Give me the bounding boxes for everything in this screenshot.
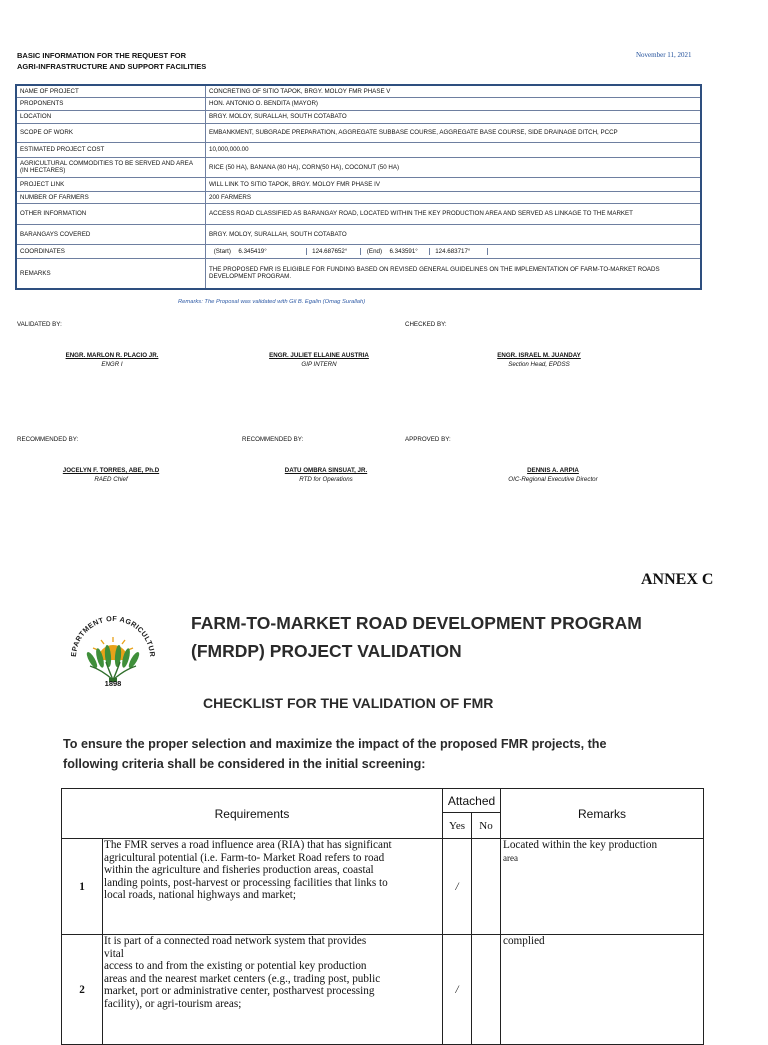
coordinates-value — [206, 244, 702, 258]
program-title — [191, 609, 642, 665]
requirement-text — [103, 935, 443, 1045]
intro-paragraph — [63, 734, 703, 774]
signatory-position: Section Head, EPDSS — [508, 361, 570, 368]
info-value: RICE (50 HA), BANANA (80 HA), CORN(50 HA), COCONUT (50 HA) — [206, 157, 702, 177]
info-value: EMBANKMENT, SUBGRADE PREPARATION, AGGREGATE SUBBASE COURSE, AGGREGATE BASE COURSE, SIDE DRAINAGE DITCH, PCCP — [206, 123, 702, 142]
info-label: NAME OF PROJECT — [16, 85, 206, 97]
signatory-name: ENGR. MARLON R. PLACIO JR. — [65, 352, 159, 359]
checklist-title: CHECKLIST FOR THE VALIDATION OF FMR — [203, 695, 494, 711]
yes-mark: / — [443, 935, 472, 1045]
remarks-cell — [501, 839, 704, 935]
row-number: 2 — [62, 935, 103, 1045]
requirement-text — [103, 839, 443, 935]
signatory-block — [11, 467, 211, 483]
end-latitude: 6.343591° — [389, 248, 430, 255]
checklist-row — [62, 935, 704, 1045]
signatory-position: OIC-Regional Executive Director — [508, 476, 598, 483]
info-label: ESTIMATED PROJECT COST — [16, 142, 206, 157]
remarks-line: complied — [503, 935, 545, 947]
info-value: BRGY. MOLOY, SURALLAH, SOUTH COTABATO — [206, 224, 702, 244]
basic-info-table — [15, 84, 702, 290]
signatory-block — [12, 352, 212, 368]
signatory-position: RTD for Operations — [299, 476, 353, 483]
info-label: AGRICULTURAL COMMODITIES TO BE SERVED AND AREA (IN HECTARES) — [16, 157, 206, 177]
signatory-name: DENNIS A. ARPIA — [527, 467, 579, 474]
requirement-line: market, port or administrative center, postharvest processing — [104, 985, 375, 997]
info-row — [16, 258, 701, 289]
requirement-line: facility), or agri-tourism areas; — [104, 997, 242, 1010]
form-title — [17, 50, 206, 72]
info-label: REMARKS — [16, 258, 206, 289]
yes-header: Yes — [443, 813, 472, 839]
checked-by-label: CHECKED BY: — [405, 321, 447, 328]
info-row — [16, 191, 701, 203]
info-row — [16, 97, 701, 110]
info-row — [16, 177, 701, 191]
no-header: No — [472, 813, 501, 839]
info-row — [16, 203, 701, 224]
remarks-line: Located within the key production — [503, 839, 658, 851]
recommended-by-label: RECOMMENDED BY: — [17, 436, 79, 443]
start-longitude: 124.687652° — [309, 248, 361, 255]
requirement-line: The FMR serves a road influence area (RIA) that has significant — [104, 839, 392, 851]
signatory-block — [453, 467, 653, 483]
requirement-line: vital — [104, 947, 124, 960]
recommended-by-label: RECOMMENDED BY: — [242, 436, 304, 443]
yes-mark: / — [443, 839, 472, 935]
intro-line1: To ensure the proper selection and maximize the impact of the proposed FMR projects, the — [63, 737, 607, 751]
signatory-position: GIP INTERN — [301, 361, 337, 368]
info-label: NUMBER OF FARMERS — [16, 191, 206, 203]
info-label: OTHER INFORMATION — [16, 203, 206, 224]
validated-by-label: VALIDATED BY: — [17, 321, 62, 328]
requirement-line: agricultural potential (i.e. Farm-to- Market Road refers to road — [104, 851, 385, 864]
info-label: PROJECT LINK — [16, 177, 206, 191]
no-mark — [472, 839, 501, 935]
no-mark — [472, 935, 501, 1045]
info-value: WILL LINK TO SITIO TAPOK, BRGY. MOLOY FMR PHASE IV — [206, 177, 702, 191]
signatory-name: ENGR. JULIET ELLAINE AUSTRIA — [269, 352, 369, 359]
requirement-line: within the agriculture and fisheries production areas, coastal — [104, 864, 374, 876]
info-row-coordinates — [16, 244, 701, 258]
requirement-line: access to and from the existing or potential key production — [104, 960, 367, 972]
info-row — [16, 224, 701, 244]
info-row — [16, 157, 701, 177]
requirement-line: It is part of a connected road network system that provides — [104, 935, 367, 947]
signatory-name: DATU OMBRA SINSUAT, JR. — [284, 467, 368, 474]
signatory-name: JOCELYN F. TORRES, ABE, Ph.D — [62, 467, 160, 474]
approved-by-label: APPROVED BY: — [405, 436, 451, 443]
program-title-line2: (FMRDP) PROJECT VALIDATION — [191, 641, 462, 661]
remarks-header: Remarks — [501, 789, 704, 839]
info-label: BARANGAYS COVERED — [16, 224, 206, 244]
info-label: SCOPE OF WORK — [16, 123, 206, 142]
info-row — [16, 123, 701, 142]
row-number: 1 — [62, 839, 103, 935]
remarks-line: area — [503, 852, 518, 863]
end-longitude: 124.683717° — [432, 248, 488, 255]
requirement-line: areas and the nearest market centers (e.g., trading post, public — [104, 972, 381, 985]
requirements-header: Requirements — [62, 789, 443, 839]
validation-note: Remarks: The Proposal was validated with Gil B. Egalin (Omag Surallah) — [178, 299, 366, 305]
annex-label: ANNEX C — [641, 571, 714, 588]
signatory-block — [226, 467, 426, 483]
info-label: COORDINATES — [16, 244, 206, 258]
logo-year: 1898 — [104, 679, 122, 688]
info-label: PROPONENTS — [16, 97, 206, 110]
program-title-line1: FARM-TO-MARKET ROAD DEVELOPMENT PROGRAM — [191, 613, 642, 633]
info-row — [16, 142, 701, 157]
document-date: November 11, 2021 — [636, 51, 692, 59]
requirement-line: local roads, national highways and market; — [104, 889, 296, 901]
department-of-agriculture-logo — [62, 608, 164, 692]
form-title-line1: BASIC INFORMATION FOR THE REQUEST FOR — [17, 51, 187, 60]
svg-text:DEPARTMENT OF AGRICULTURE: EPARTMENT OF AGRICULTUR — [68, 613, 158, 658]
checklist-header-row — [62, 789, 704, 813]
attached-header: Attached — [443, 789, 501, 813]
info-value: HON. ANTONIO O. BENDITA (MAYOR) — [206, 97, 702, 110]
info-label: LOCATION — [16, 110, 206, 123]
info-row — [16, 110, 701, 123]
info-value: 10,000,000.00 — [206, 142, 702, 157]
info-value: BRGY. MOLOY, SURALLAH, SOUTH COTABATO — [206, 110, 702, 123]
checklist-table — [61, 788, 704, 1045]
info-row — [16, 85, 701, 97]
start-latitude: 6.345419° — [238, 248, 307, 255]
signatory-name: ENGR. ISRAEL M. JUANDAY — [497, 352, 581, 359]
signatory-position: ENGR I — [101, 361, 123, 368]
requirement-line: landing points, post-harvest or processing facilities that links to — [104, 876, 388, 889]
checklist-row — [62, 839, 704, 935]
signatory-block — [219, 352, 419, 368]
remarks-cell — [501, 935, 704, 1045]
start-label: (Start) — [213, 247, 231, 255]
info-value: 200 FARMERS — [206, 191, 702, 203]
info-value: ACCESS ROAD CLASSIFIED AS BARANGAY ROAD, LOCATED WITHIN THE KEY PRODUCTION AREA AND SERVED AS LINKAGE TO THE MARKET — [206, 203, 702, 224]
signatory-position: RAED Chief — [94, 476, 128, 483]
end-label: (End) — [366, 247, 383, 255]
info-value: THE PROPOSED FMR IS ELIGIBLE FOR FUNDING BASED ON REVISED GENERAL GUIDELINES ON THE IMPLEMENTATION OF FARM-TO-MARKET ROADS DEVELOPMENT PROGRAM. — [206, 258, 702, 289]
form-title-line2: AGRI-INFRASTRUCTURE AND SUPPORT FACILITIES — [17, 62, 207, 71]
intro-line2: following criteria shall be considered in the initial screening: — [63, 757, 426, 771]
signatory-block — [439, 352, 639, 368]
info-value: CONCRETING OF SITIO TAPOK, BRGY. MOLOY FMR PHASE V — [206, 85, 702, 97]
